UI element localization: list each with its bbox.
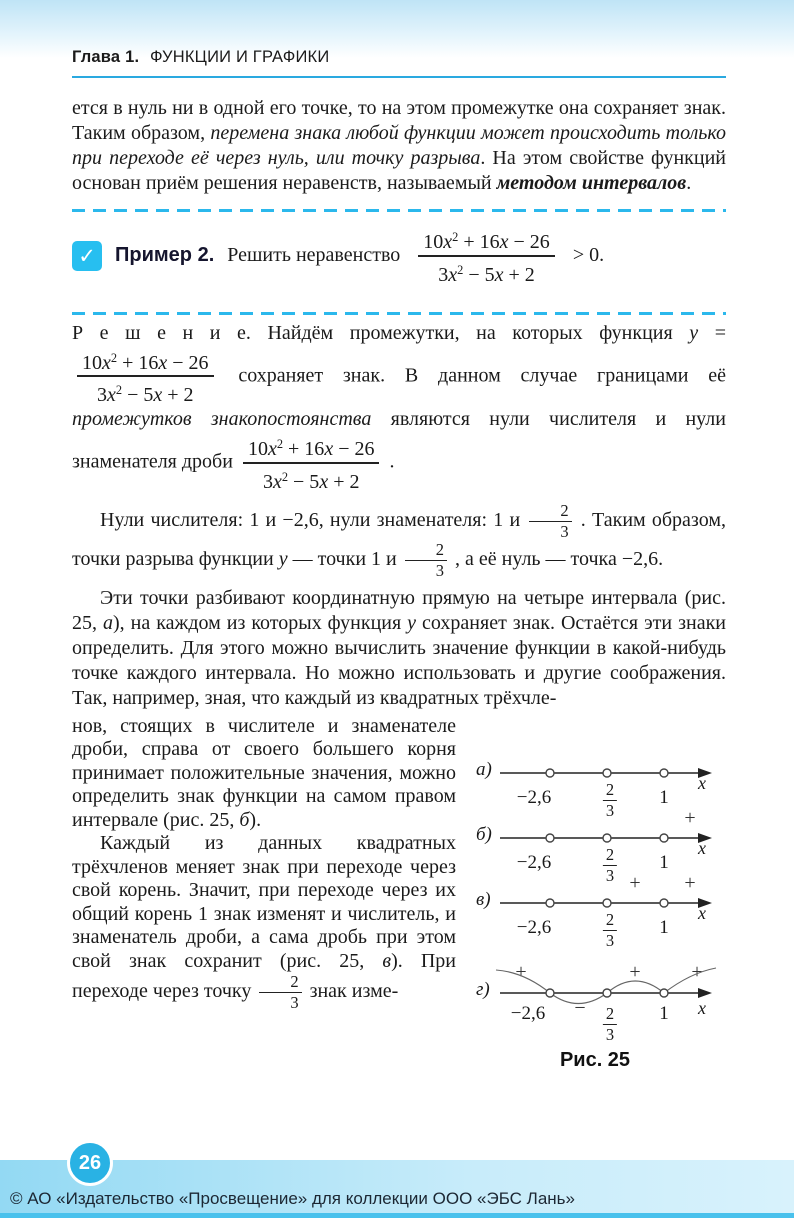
- point-fraction: $\frac{2}{3}$: [603, 781, 617, 820]
- paragraph-column-a: нов, стоящих в числителе и знаменателе дроби, справа от своего большего корня принимает положительные значения, можно определить знак функции на самом правом интервале (рис. 25, б).: [72, 714, 456, 831]
- example-prompt: Решить неравенство: [227, 244, 401, 267]
- point-label: −2,6: [516, 786, 552, 808]
- dashed-divider-bottom: [72, 312, 726, 315]
- plus-sign: +: [684, 806, 696, 829]
- column-text-b: Каждый из данных квадратных трёхчленов меняет знак при переходе через свой корень. Значит, при переходе через их общий корень 1 знак изменят и числитель, и знаменатель дроби, а сама дробь при этом свой знак сохранит (рис. 25, в). При переходе через точку: [72, 832, 456, 1003]
- plus-sign: +: [629, 871, 641, 894]
- figure-caption: Рис. 25: [559, 1048, 631, 1071]
- fraction-denominator: 3: [560, 521, 569, 541]
- left-text-column: [72, 715, 464, 1083]
- paragraph-column-b: [72, 832, 456, 1012]
- zeros-text-c: , а её нуль — точка −2,6.: [449, 547, 664, 570]
- point-label: 1: [659, 786, 669, 808]
- page-number-badge: [67, 1140, 113, 1186]
- solution-fraction-1: [77, 346, 214, 408]
- solution-end: .: [384, 450, 395, 473]
- two-thirds-fraction: [259, 973, 301, 1012]
- checkmark-icon: ✓: [72, 241, 102, 271]
- solution-fraction-2: [243, 432, 380, 494]
- axis-label: x: [698, 997, 706, 1018]
- two-thirds-fraction: [529, 502, 571, 541]
- chapter-title: ФУНКЦИИ И ГРАФИКИ: [150, 48, 330, 66]
- figure-25: [464, 715, 726, 1083]
- solution-middle: сохраняет знак. В данном случае границами её промежутков знакопостоянства являются нули числителя и нули знаменателя дроби: [72, 364, 726, 473]
- fraction-numerator: 2: [405, 541, 447, 561]
- axis-label: x: [698, 772, 706, 793]
- example-comparison: > 0.: [572, 244, 605, 267]
- row-label-v: в): [476, 888, 491, 910]
- point-fraction: $\frac{2}{3}$: [603, 911, 617, 950]
- plus-sign: +: [629, 960, 641, 983]
- fraction-numerator: $10x^2 + 16x - 26$: [243, 432, 380, 464]
- copyright-text: © АО «Издательство «Просвещение» для коллекции ООО «ЭБС Лань»: [10, 1189, 575, 1208]
- axis-label: x: [698, 902, 706, 923]
- paragraph-intervals: Эти точки разбивают координатную прямую на четыре интервала (рис. 25, а), на каждом из которых функция y сохраняет знак. Остаётся эти знаки определить. Для этого можно вычислить значение функции в какой-нибудь точке каждого интервала. Но можно использовать и другие соображения. Так, например, зная, что каждый из квадратных трёхчле-: [72, 586, 726, 709]
- minus-sign: −: [574, 996, 586, 1019]
- plus-sign: +: [684, 871, 696, 894]
- zeros-text-b: . Таким образом, точки разрыва функции y — точки 1 и: [72, 508, 726, 570]
- fraction-numerator: $10x^2 + 16x - 26$: [77, 346, 214, 378]
- fraction-numerator: 2: [259, 973, 301, 993]
- row-label-b: б): [476, 823, 492, 845]
- paragraph-solution: [72, 321, 726, 494]
- paragraph-intro: ется в нуль ни в одной его точке, то на этом промежутке она сохраняет знак. Таким образом, перемена знака любой функции может происходить только при переходе её через нуль, или точку разрыва. На этом свойстве функций основан приём решения неравенств, называемый методом интервалов.: [72, 97, 726, 194]
- zeros-text-a: Нули числителя: 1 и −2,6, нули знаменателя: 1 и: [100, 508, 527, 531]
- fraction-denominator: $3x^2 - 5x + 2$: [438, 262, 535, 286]
- point-label: −2,6: [510, 1002, 546, 1024]
- fraction-denominator: $3x^2 - 5x + 2$: [262, 470, 360, 493]
- paragraph-zeros: [72, 502, 726, 580]
- column-text-c: знак изме-: [304, 980, 399, 1003]
- page-number: 26: [78, 1151, 102, 1174]
- page-content: [72, 96, 726, 1158]
- row-label-g: г): [476, 978, 490, 1000]
- point-label: 1: [659, 1002, 669, 1024]
- fraction-denominator: 3: [290, 993, 299, 1013]
- plus-sign: +: [515, 960, 527, 983]
- example-block: [72, 212, 726, 299]
- plus-sign: +: [691, 960, 703, 983]
- two-column-section: [72, 715, 726, 1083]
- fraction-numerator: $10x^2 + 16x - 26$: [418, 225, 555, 257]
- solution-lead: Р е ш е н и е. Найдём промежутки, на которых функция y =: [72, 321, 726, 344]
- axis-label: x: [698, 837, 706, 858]
- fraction-denominator: 3: [435, 560, 444, 580]
- point-label: 1: [659, 851, 669, 873]
- chapter-header: [72, 48, 726, 78]
- fraction-denominator: $3x^2 - 5x + 2$: [97, 383, 194, 407]
- row-label-a: а): [476, 758, 492, 780]
- point-label: 1: [659, 916, 669, 938]
- fraction-numerator: 2: [529, 502, 571, 522]
- point-fraction: $\frac{2}{3}$: [603, 1005, 617, 1044]
- footer-bottom-strip: [0, 1213, 794, 1218]
- example-fraction: [418, 225, 555, 287]
- point-label: −2,6: [516, 851, 552, 873]
- example-label: Пример 2.: [115, 244, 215, 267]
- point-fraction: $\frac{2}{3}$: [603, 846, 617, 885]
- chapter-number: Глава 1.: [72, 48, 140, 66]
- point-label: −2,6: [516, 916, 552, 938]
- two-thirds-fraction: [405, 541, 447, 580]
